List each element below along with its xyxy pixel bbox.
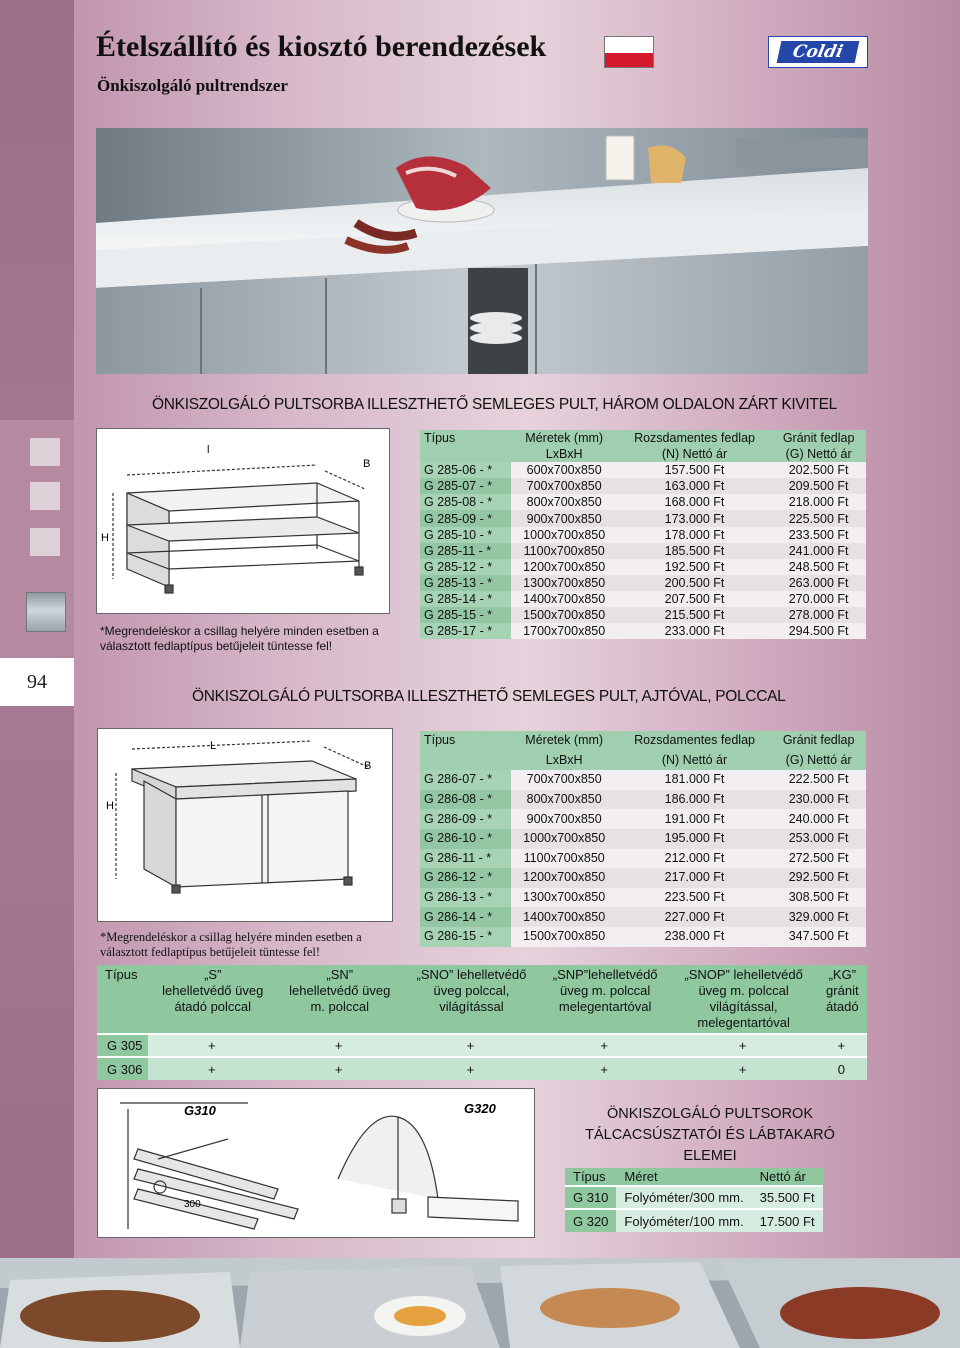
dimensions-cell: 1500x700x850 bbox=[523, 929, 606, 944]
granite-price-cell: 308.500 Ft bbox=[788, 890, 849, 905]
length-label-2: L bbox=[210, 740, 217, 752]
counter-thumbnail bbox=[26, 592, 66, 632]
option-cell: + bbox=[670, 1034, 816, 1057]
table-row bbox=[420, 575, 866, 591]
table-row bbox=[420, 829, 866, 849]
steel-price-cell: 181.000 Ft bbox=[664, 772, 725, 787]
type-cell: G 286-09 - * bbox=[420, 809, 511, 829]
dimensions-cell: 1200x700x850 bbox=[511, 868, 618, 888]
table-row bbox=[420, 543, 866, 559]
granite-price-cell: 225.500 Ft bbox=[771, 510, 866, 526]
type-cell: G 285-13 - * bbox=[420, 575, 511, 591]
rails-price-table bbox=[565, 1168, 823, 1232]
steel-price-cell: 157.500 Ft bbox=[664, 463, 725, 478]
granite-price-cell: 202.500 Ft bbox=[788, 463, 849, 478]
dimensions-cell: 1300x700x850 bbox=[523, 890, 606, 905]
order-note-1: *Megrendeléskor a csillag helyére minden esetben a választott fedlaptípus betűjeleit tüntesse fel! bbox=[100, 624, 379, 653]
options-header-cell: „S” lehelletvédő üveg átadó polccal bbox=[148, 965, 275, 1034]
granite-price-cell: 294.500 Ft bbox=[788, 624, 849, 639]
size-cell: Folyóméter/100 mm. bbox=[616, 1209, 751, 1232]
table-row bbox=[420, 809, 866, 829]
type-cell: G 285-08 - * bbox=[420, 494, 511, 510]
table-row bbox=[565, 1209, 823, 1232]
dimensions-cell: 1200x700x850 bbox=[523, 559, 606, 574]
option-cell: + bbox=[402, 1057, 538, 1080]
g310-label: G310 bbox=[184, 1103, 216, 1118]
steel-price-cell: 191.000 Ft bbox=[664, 811, 725, 826]
granite-price-cell: 222.500 Ft bbox=[788, 772, 849, 787]
page-subtitle: Önkiszolgáló pultrendszer bbox=[97, 76, 288, 95]
table-row bbox=[420, 849, 866, 869]
length-label: l bbox=[207, 444, 210, 456]
order-note-2: *Megrendeléskor a csillag helyére minden esetben a választott fedlaptípus betűjeleit tüntesse fel! bbox=[100, 930, 362, 959]
sidebar-square-1 bbox=[30, 438, 60, 466]
table-row bbox=[420, 790, 866, 810]
table-row bbox=[420, 591, 866, 607]
granite-price-cell: 240.000 Ft bbox=[788, 811, 849, 826]
type-cell: G 286-11 - * bbox=[420, 849, 511, 869]
steel-price-cell: 212.000 Ft bbox=[664, 850, 725, 865]
price-cell: 17.500 Ft bbox=[752, 1209, 823, 1232]
polish-flag-icon bbox=[604, 36, 654, 68]
option-cell: + bbox=[539, 1034, 670, 1057]
type-cell: G 286-12 - * bbox=[420, 868, 511, 888]
dimensions-cell: 800x700x850 bbox=[526, 495, 602, 510]
type-cell: G 285-12 - * bbox=[420, 559, 511, 575]
type-cell: G 286-10 - * bbox=[420, 829, 511, 849]
table-row bbox=[420, 907, 866, 927]
option-cell: + bbox=[539, 1057, 670, 1080]
steel-price-cell: 192.500 Ft bbox=[664, 559, 725, 574]
dimensions-cell: 600x700x850 bbox=[526, 463, 602, 478]
dimensions-cell: 1300x700x850 bbox=[511, 575, 618, 591]
steel-price-cell: 238.000 Ft bbox=[664, 929, 725, 944]
options-header-cell: „KG” gránit átadó bbox=[816, 965, 867, 1034]
size-cell: Folyóméter/300 mm. bbox=[616, 1186, 751, 1209]
granite-price-cell: 292.500 Ft bbox=[771, 868, 866, 888]
type-cell: G 286-07 - * bbox=[420, 770, 511, 790]
counter-drawing-1 bbox=[96, 428, 390, 614]
dimensions-cell: 700x700x850 bbox=[526, 772, 602, 787]
granite-price-cell: 329.000 Ft bbox=[771, 907, 866, 927]
options-header-cell: „SNOP” lehelletvédő üveg m. polccal világítással, melegentartóval bbox=[670, 965, 816, 1034]
steel-price-cell: 178.000 Ft bbox=[664, 527, 725, 542]
table-row bbox=[420, 623, 866, 639]
table-row bbox=[420, 559, 866, 575]
steel-price-cell: 223.500 Ft bbox=[664, 890, 725, 905]
page-number: 94 bbox=[0, 658, 74, 706]
type-cell: G 285-10 - * bbox=[420, 527, 511, 543]
counter-photo bbox=[96, 128, 868, 374]
table-row bbox=[420, 607, 866, 623]
granite-price-cell: 233.500 Ft bbox=[788, 527, 849, 542]
granite-price-cell: 209.500 Ft bbox=[771, 478, 866, 494]
section-title-2: ÖNKISZOLGÁLÓ PULTSORBA ILLESZTHETŐ SEMLEGES PULT, AJTÓVAL, POLCCAL bbox=[192, 688, 786, 705]
option-cell: + bbox=[275, 1057, 402, 1080]
price-cell: 35.500 Ft bbox=[752, 1186, 823, 1209]
table-row bbox=[420, 527, 866, 543]
type-cell: G 285-07 - * bbox=[420, 478, 511, 494]
steel-price-cell: 215.500 Ft bbox=[618, 607, 771, 623]
dimensions-cell: 1100x700x850 bbox=[511, 543, 618, 559]
granite-price-cell: 218.000 Ft bbox=[788, 495, 849, 510]
steel-price-cell: 168.000 Ft bbox=[664, 495, 725, 510]
steel-price-cell: 186.000 Ft bbox=[618, 790, 771, 810]
dimensions-cell: 1000x700x850 bbox=[511, 829, 618, 849]
steel-price-cell: 217.000 Ft bbox=[618, 868, 771, 888]
options-header-cell: „SN” lehelletvédő üveg m. polccal bbox=[275, 965, 402, 1034]
option-cell: + bbox=[148, 1057, 275, 1080]
type-cell: G 286-14 - * bbox=[420, 907, 511, 927]
dimensions-cell: 700x700x850 bbox=[511, 478, 618, 494]
dimensions-cell: 1100x700x850 bbox=[523, 850, 605, 865]
price-table-1: Típus Méretek (mm) Rozsdamentes fedlap Gránit fedlap LxBxH (N) Nettó ár (G) Nettó ár G 285-06 - * 600x700x850 157.500 Ft 202.500 Ft G 285-07 - * 700x700x850 163.000 Ft 209.500 Ft G 285-08 - * 800x700x850 168.000 Ft 218.000 Ft G 285-09 - * 900x700x850 173.000 Ft 225.500 Ft G 285-10 - * 1000x700x850 178.000 Ft 233.500 Ft G 285-11 - * 1100x700x850 185.500 Ft 241.000 Ft G 285-12 - * 1200x700x850 192.500 Ft 248.500 Ft G 285-13 - * 1300x700x850 200.500 Ft 263.000 Ft G 285-14 - * 1400x700x850 207.500 Ft 270.000 Ft G 285-15 - * 1500x700x850 215.500 Ft 278.000 Ft G 285-17 - * 1700x700x850 233.000 Ft 294.500 Ft bbox=[420, 430, 866, 639]
brand-logo: Coldi bbox=[768, 36, 868, 68]
granite-price-cell: 253.000 Ft bbox=[771, 829, 866, 849]
option-cell: + bbox=[402, 1034, 538, 1057]
option-cell: 0 bbox=[816, 1057, 867, 1080]
steel-price-cell: 195.000 Ft bbox=[618, 829, 771, 849]
type-cell: G 285-11 - * bbox=[420, 543, 511, 559]
table-row bbox=[420, 494, 866, 510]
rails-header-cell: Nettó ár bbox=[752, 1168, 823, 1186]
option-cell: + bbox=[148, 1034, 275, 1057]
sidebar-square-2 bbox=[30, 482, 60, 510]
granite-price-cell: 278.000 Ft bbox=[771, 607, 866, 623]
dimensions-cell: 900x700x850 bbox=[511, 510, 618, 526]
dimensions-cell: 1500x700x850 bbox=[511, 607, 618, 623]
granite-price-cell: 272.500 Ft bbox=[788, 850, 849, 865]
options-header-cell: „SNP”lehelletvédő üveg m. polccal melegentartóval bbox=[539, 965, 670, 1034]
price-table-2: Típus Méretek (mm) Rozsdamentes fedlap Gránit fedlap LxBxH (N) Nettó ár (G) Nettó ár G 286-07 - * 700x700x850 181.000 Ft 222.500 Ft G 286-08 - * 800x700x850 186.000 Ft 230.000 Ft G 286-09 - * 900x700x850 191.000 Ft 240.000 Ft G 286-10 - * 1000x700x850 195.000 Ft 253.000 Ft G 286-11 - * 1100x700x850 212.000 Ft 272.500 Ft G 286-12 - * 1200x700x850 217.000 Ft 292.500 Ft G 286-13 - * 1300x700x850 223.500 Ft 308.500 Ft G 286-14 - * 1400x700x850 227.000 Ft 329.000 Ft G 286-15 - * 1500x700x850 238.000 Ft 347.500 Ft bbox=[420, 731, 866, 947]
section-title-1: ÖNKISZOLGÁLÓ PULTSORBA ILLESZTHETŐ SEMLEGES PULT, HÁROM OLDALON ZÁRT KIVITEL bbox=[152, 396, 837, 413]
counter-drawing-2 bbox=[97, 728, 393, 922]
steel-price-cell: 200.500 Ft bbox=[618, 575, 771, 591]
depth-label-2: B bbox=[364, 760, 372, 772]
depth-label: B bbox=[363, 458, 371, 470]
table-row bbox=[97, 1034, 867, 1057]
steel-price-cell: 163.000 Ft bbox=[618, 478, 771, 494]
type-cell: G 285-09 - * bbox=[420, 510, 511, 526]
type-cell: G 306 bbox=[97, 1057, 148, 1080]
table-row bbox=[420, 868, 866, 888]
dimensions-cell: 1400x700x850 bbox=[511, 907, 618, 927]
type-cell: G 285-17 - * bbox=[420, 623, 511, 639]
height-label-2: H bbox=[106, 800, 114, 812]
option-cell: + bbox=[670, 1057, 816, 1080]
granite-price-cell: 270.000 Ft bbox=[788, 591, 849, 606]
options-header-cell: Típus bbox=[97, 965, 148, 1034]
table-row bbox=[97, 1057, 867, 1080]
option-cell: + bbox=[816, 1034, 867, 1057]
dimension-300-label: 300 bbox=[184, 1199, 201, 1210]
dimensions-cell: 900x700x850 bbox=[526, 811, 602, 826]
steel-price-cell: 173.000 Ft bbox=[618, 510, 771, 526]
type-cell: G 320 bbox=[565, 1209, 616, 1232]
type-cell: G 285-15 - * bbox=[420, 607, 511, 623]
type-cell: G 285-14 - * bbox=[420, 591, 511, 607]
granite-price-cell: 230.000 Ft bbox=[771, 790, 866, 810]
type-cell: G 285-06 - * bbox=[420, 462, 511, 478]
table-row bbox=[565, 1186, 823, 1209]
page-title: Ételszállító és kiosztó berendezések bbox=[96, 30, 547, 63]
table-row bbox=[420, 462, 866, 478]
steel-price-cell: 185.500 Ft bbox=[618, 543, 771, 559]
dimensions-cell: 1700x700x850 bbox=[523, 624, 606, 639]
food-photo bbox=[0, 1258, 960, 1348]
table-row bbox=[420, 888, 866, 908]
type-cell: G 305 bbox=[97, 1034, 148, 1057]
dimensions-cell: 1000x700x850 bbox=[523, 527, 606, 542]
steel-price-cell: 233.000 Ft bbox=[664, 624, 725, 639]
granite-price-cell: 241.000 Ft bbox=[771, 543, 866, 559]
table-row bbox=[420, 770, 866, 790]
type-cell: G 286-13 - * bbox=[420, 888, 511, 908]
dimensions-cell: 1400x700x850 bbox=[523, 591, 606, 606]
dimensions-cell: 800x700x850 bbox=[511, 790, 618, 810]
height-label: H bbox=[101, 532, 109, 544]
options-header-cell: „SNO” lehelletvédő üveg polccal, világítással bbox=[402, 965, 538, 1034]
sidebar-square-3 bbox=[30, 528, 60, 556]
rails-header-cell: Méret bbox=[616, 1168, 751, 1186]
g320-label: G320 bbox=[464, 1101, 496, 1116]
rails-header-cell: Típus bbox=[565, 1168, 616, 1186]
table-row bbox=[420, 510, 866, 526]
rails-title: ÖNKISZOLGÁLÓ PULTSOROK TÁLCACSÚSZTATÓI ÉS LÁBTAKARÓ ELEMEI bbox=[585, 1106, 835, 1164]
granite-price-cell: 263.000 Ft bbox=[771, 575, 866, 591]
rails-drawing bbox=[97, 1088, 535, 1238]
type-cell: G 286-08 - * bbox=[420, 790, 511, 810]
type-cell: G 286-15 - * bbox=[420, 927, 511, 947]
table-row bbox=[420, 927, 866, 947]
granite-price-cell: 248.500 Ft bbox=[788, 559, 849, 574]
options-table bbox=[97, 965, 867, 1080]
table-row bbox=[420, 478, 866, 494]
steel-price-cell: 227.000 Ft bbox=[618, 907, 771, 927]
granite-price-cell: 347.500 Ft bbox=[788, 929, 849, 944]
steel-price-cell: 207.500 Ft bbox=[664, 591, 725, 606]
type-cell: G 310 bbox=[565, 1186, 616, 1209]
option-cell: + bbox=[275, 1034, 402, 1057]
